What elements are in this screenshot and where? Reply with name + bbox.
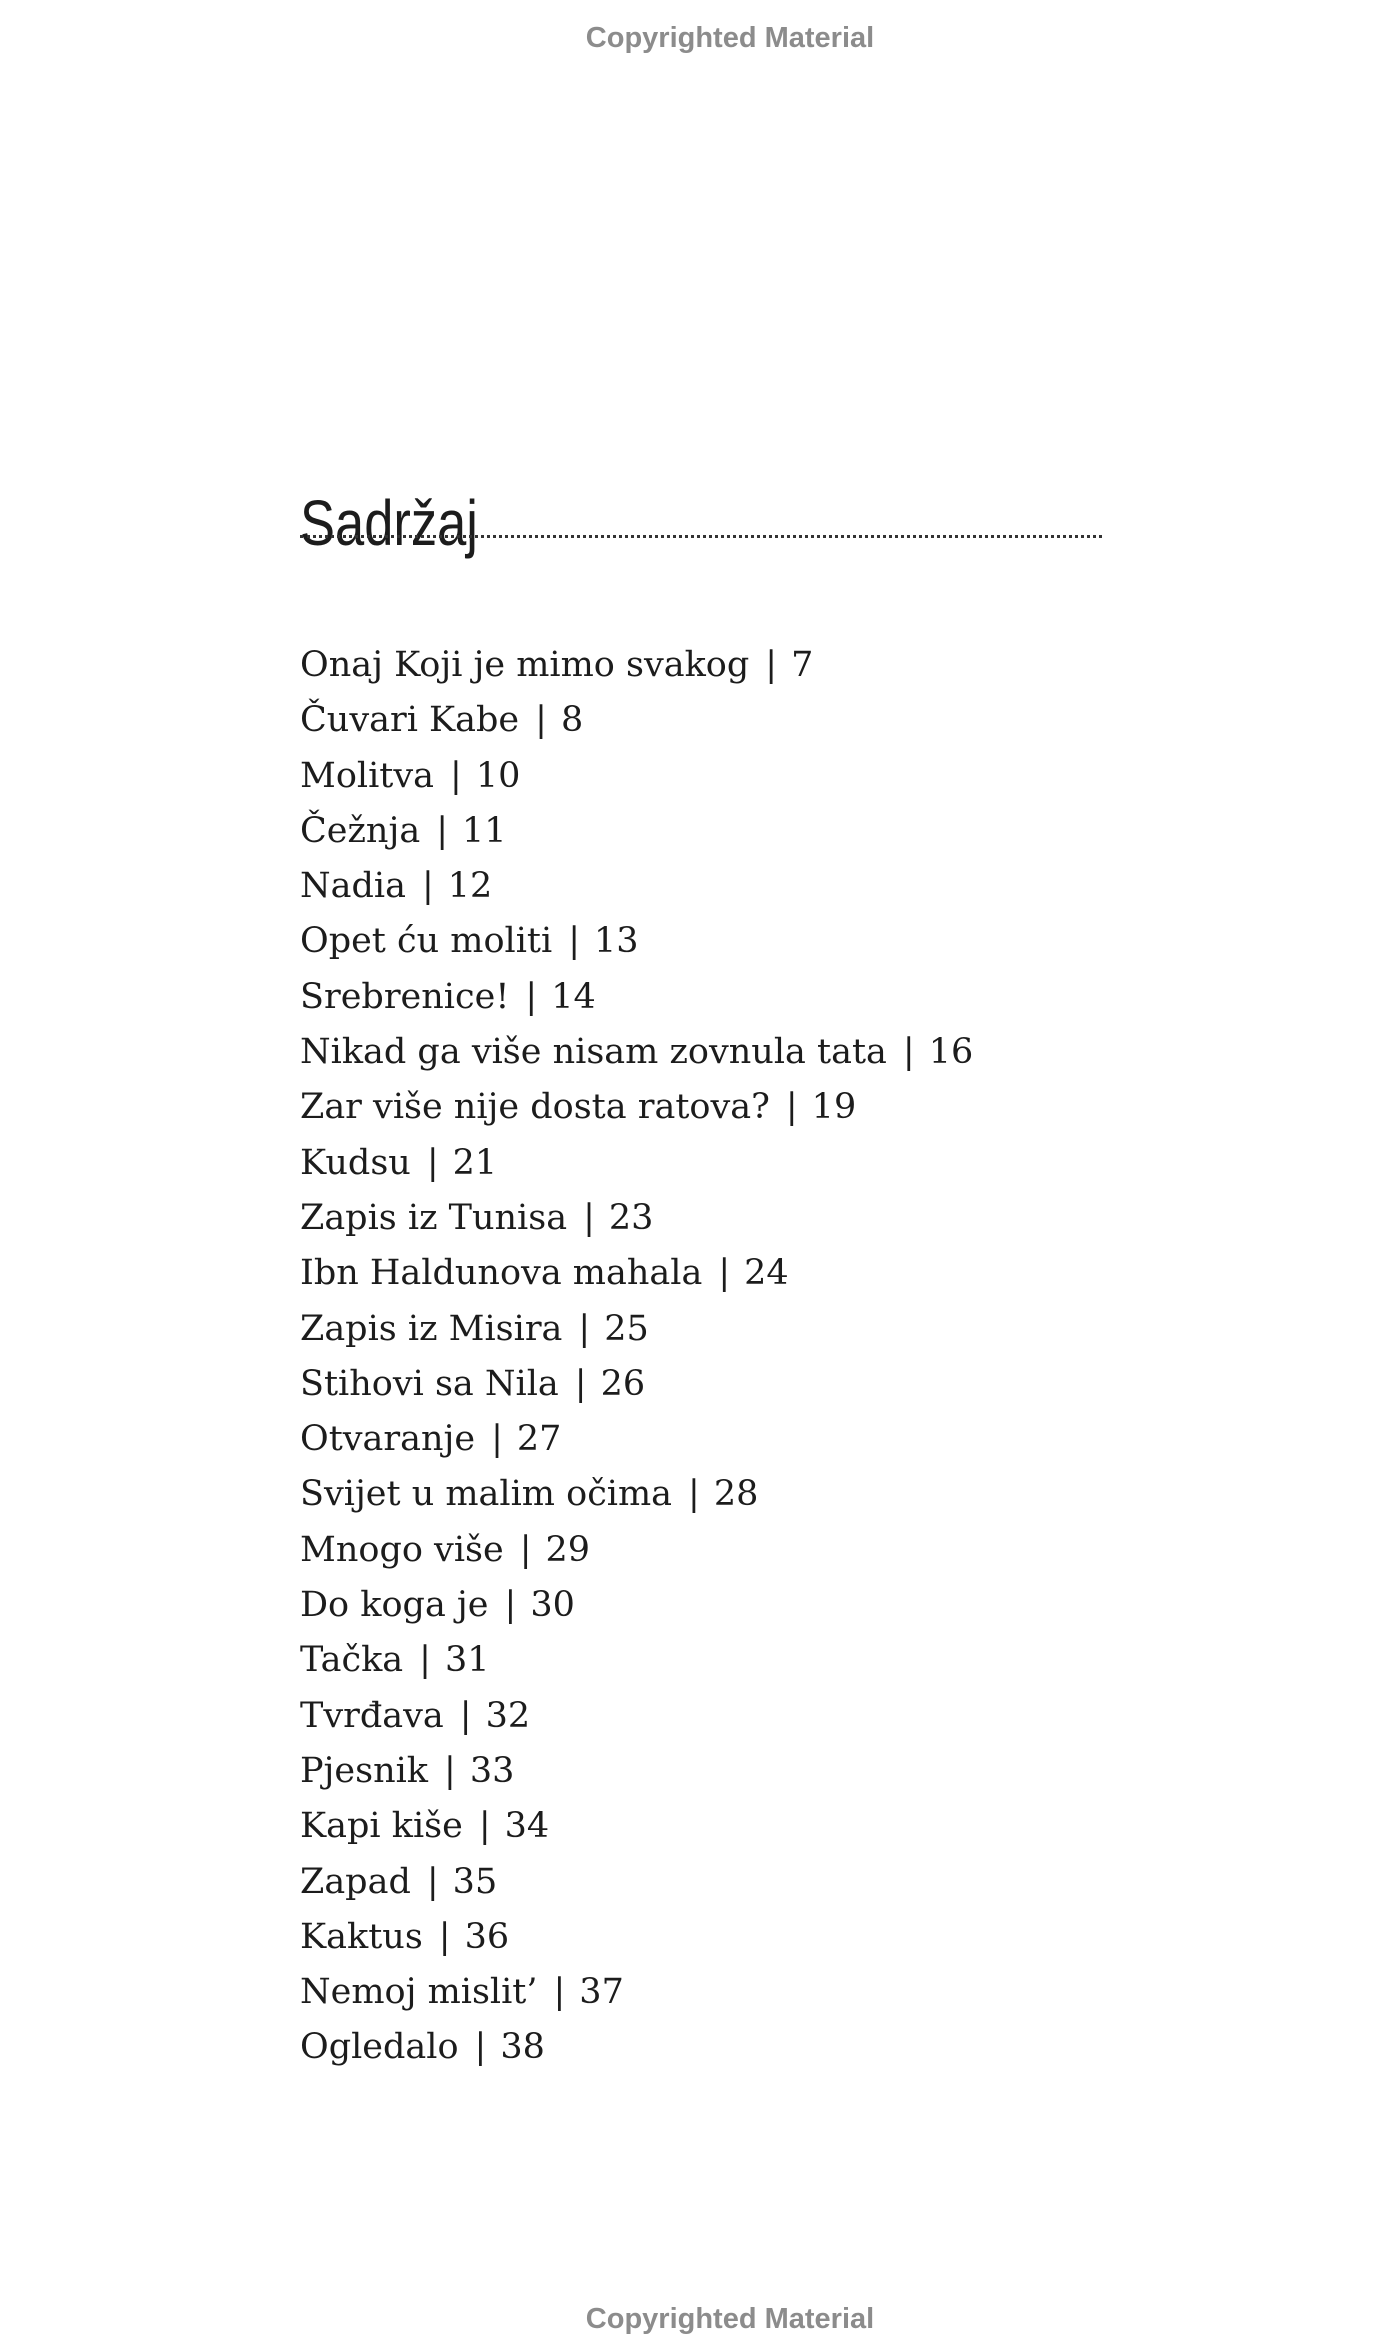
toc-entry	[300, 749, 973, 804]
toc-entry-title: Svijet u malim očima	[300, 1474, 673, 1515]
toc-separator: |	[426, 1142, 439, 1183]
toc-entry-title: Nadia	[300, 866, 406, 907]
toc-entry-title: Zapad	[300, 1861, 411, 1902]
toc-entry-title: Čežnja	[300, 810, 421, 851]
toc-entry-title: Čuvari Kabe	[300, 700, 520, 741]
toc-entry	[300, 693, 973, 748]
toc-entry	[300, 1246, 973, 1301]
toc-entry-title: Stihovi sa Nila	[300, 1363, 559, 1404]
toc-entry-page-number: 29	[545, 1529, 591, 1570]
toc-entry-page-number: 35	[452, 1861, 498, 1902]
toc-separator: |	[688, 1474, 700, 1515]
toc-entry	[300, 1965, 973, 2020]
toc-entry	[300, 970, 973, 1025]
toc-separator: |	[491, 1419, 503, 1460]
toc-entry-page-number: 28	[713, 1474, 759, 1515]
toc-entry	[300, 859, 973, 914]
toc-separator: |	[421, 866, 434, 907]
toc-entry-title: Tvrđava	[300, 1695, 444, 1736]
toc-separator: |	[902, 1032, 915, 1073]
toc-entry	[300, 804, 973, 859]
toc-entry	[300, 1855, 973, 1910]
toc-entry-page-number: 23	[608, 1197, 654, 1238]
toc-entry-page-number: 30	[530, 1585, 575, 1626]
toc-separator: |	[578, 1308, 591, 1349]
toc-separator: |	[553, 1972, 566, 2013]
toc-entry-page-number: 16	[928, 1032, 974, 1073]
toc-entry-title: Kudsu	[300, 1142, 411, 1183]
toc-entry-page-number: 26	[600, 1363, 646, 1404]
toc-entry-title: Nikad ga više nisam zovnula tata	[300, 1032, 887, 1073]
toc-separator: |	[568, 921, 580, 962]
toc-entry	[300, 1910, 973, 1965]
toc-entry	[300, 1689, 973, 1744]
toc-separator: |	[438, 1916, 451, 1957]
toc-entry-title: Nemoj mislit’	[300, 1972, 538, 2013]
toc-entry	[300, 1467, 973, 1522]
toc-entry-title: Zapis iz Misira	[300, 1308, 563, 1349]
toc-entry-title: Do koga je	[300, 1585, 489, 1626]
toc-separator: |	[525, 976, 538, 1017]
toc-entry-page-number: 31	[444, 1640, 490, 1681]
toc-entry-title: Zar više nije dosta ratova?	[300, 1087, 770, 1128]
toc-entry	[300, 1578, 973, 1633]
toc-entry	[300, 1025, 973, 1080]
toc-separator: |	[574, 1363, 587, 1404]
table-of-contents	[300, 638, 973, 2076]
toc-separator: |	[504, 1585, 517, 1626]
toc-separator: |	[718, 1253, 731, 1294]
toc-separator: |	[785, 1087, 798, 1128]
toc-entry	[300, 914, 973, 969]
toc-separator: |	[450, 755, 462, 796]
toc-entry	[300, 1412, 973, 1467]
toc-entry-page-number: 21	[452, 1142, 498, 1183]
toc-entry-page-number: 24	[744, 1253, 789, 1294]
toc-separator: |	[444, 1750, 456, 1791]
toc-entry-title: Molitva	[300, 755, 435, 796]
toc-separator: |	[765, 645, 778, 685]
toc-entry	[300, 1523, 973, 1578]
toc-entry-page-number: 34	[504, 1806, 550, 1847]
page-title: Sadržaj	[300, 486, 478, 559]
toc-entry	[300, 1136, 973, 1191]
toc-entry-title: Onaj Koji je mimo svakog	[300, 645, 750, 685]
watermark-top: Copyrighted Material	[585, 22, 875, 54]
toc-entry-page-number: 37	[579, 1972, 624, 2013]
toc-entry-page-number: 33	[469, 1750, 515, 1791]
toc-entry-title: Srebrenice!	[300, 976, 510, 1017]
toc-entry-title: Ibn Haldunova mahala	[300, 1253, 703, 1294]
toc-entry-page-number: 32	[485, 1695, 531, 1736]
toc-entry	[300, 1357, 973, 1412]
toc-separator: |	[583, 1197, 595, 1238]
toc-entry	[300, 1191, 973, 1246]
dotted-divider	[300, 535, 1102, 538]
toc-entry-page-number: 27	[516, 1419, 562, 1460]
toc-entry	[300, 2020, 973, 2075]
toc-entry-page-number: 8	[560, 700, 584, 741]
toc-entry	[300, 1633, 973, 1688]
toc-entry-title: Pjesnik	[300, 1750, 429, 1791]
toc-entry	[300, 1080, 973, 1135]
toc-entry-title: Ogledalo	[300, 2027, 459, 2068]
toc-entry-title: Mnogo više	[300, 1529, 504, 1570]
toc-entry	[300, 1799, 973, 1854]
toc-separator: |	[419, 1640, 431, 1681]
toc-entry-page-number: 36	[464, 1916, 510, 1957]
toc-separator: |	[459, 1695, 472, 1736]
toc-entry	[300, 638, 973, 693]
toc-separator: |	[436, 810, 448, 851]
toc-entry-page-number: 7	[791, 645, 814, 685]
toc-entry-page-number: 13	[593, 921, 639, 962]
toc-entry-title: Kapi kiše	[300, 1806, 463, 1847]
toc-entry-page-number: 19	[811, 1087, 857, 1128]
toc-entry	[300, 1302, 973, 1357]
toc-separator: |	[535, 700, 547, 741]
toc-entry-page-number: 11	[462, 810, 507, 851]
toc-entry-page-number: 38	[500, 2027, 545, 2068]
toc-entry-title: Zapis iz Tunisa	[300, 1197, 568, 1238]
watermark-bottom: Copyrighted Material	[585, 2303, 875, 2335]
toc-entry-page-number: 14	[551, 976, 596, 1017]
toc-separator: |	[478, 1806, 491, 1847]
toc-entry-title: Opet ću moliti	[300, 921, 553, 962]
toc-entry-page-number: 25	[604, 1308, 649, 1349]
toc-separator: |	[474, 2027, 487, 2068]
toc-separator: |	[426, 1861, 439, 1902]
toc-entry	[300, 1744, 973, 1799]
toc-entry-title: Kaktus	[300, 1916, 423, 1957]
toc-entry-title: Otvaranje	[300, 1419, 476, 1460]
toc-entry-page-number: 12	[447, 866, 493, 907]
toc-entry-title: Tačka	[300, 1640, 404, 1681]
toc-entry-page-number: 10	[475, 755, 521, 796]
toc-separator: |	[519, 1529, 532, 1570]
